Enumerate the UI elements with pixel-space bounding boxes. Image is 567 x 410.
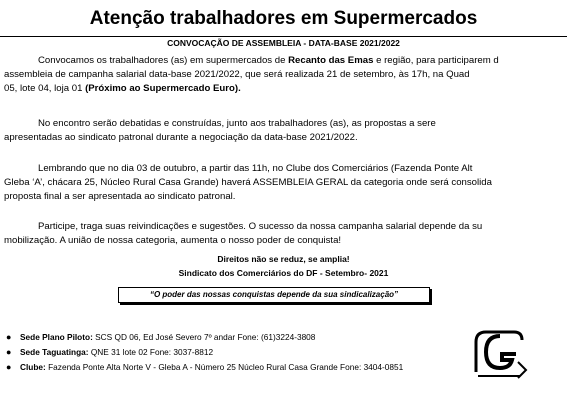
- contact-label: Clube:: [20, 362, 46, 372]
- signature: Sindicato dos Comerciários do DF - Setembro- 2021: [178, 268, 389, 278]
- contact-taguatinga: [6, 345, 466, 360]
- contact-label: Sede Plano Piloto:: [20, 332, 93, 342]
- paragraph-participate: [4, 220, 483, 248]
- contact-plano-piloto: [6, 330, 466, 345]
- paragraph-line: Gleba ‘A’, chácara 25, Núcleo Rural Casa Grande) haverá ASSEMBLEIA GERAL da categoria onde será consolida: [4, 177, 492, 188]
- convocation-subtitle: CONVOCAÇÃO DE ASSEMBLEIA - DATA-BASE 2021/2022: [167, 38, 400, 48]
- contact-label: Sede Taguatinga:: [20, 347, 89, 357]
- location-reference: (Próximo ao Supermercado Euro).: [85, 83, 241, 94]
- title-divider: [0, 36, 567, 37]
- paragraph-line: Convocamos os trabalhadores (as) em supermercados de Recanto das Emas e região, para participarem d: [38, 55, 499, 66]
- bullet-icon: ●: [6, 362, 12, 372]
- rights-slogan: Direitos não se reduz, se amplia!: [217, 254, 350, 264]
- paragraph-line: Lembrando que no dia 03 de outubro, a partir das 11h, no Clube dos Comerciários (Fazenda Ponte Alt: [38, 163, 473, 174]
- paragraph-line: mobilização. A união de nossa categoria, aumenta o nosso poder de conquista!: [4, 235, 342, 246]
- contact-text: SCS QD 06, Ed José Severo 7º andar Fone: (61)3224-3808: [92, 332, 316, 342]
- contact-clube: [6, 360, 466, 375]
- paragraph-line: No encontro serão debatidas e construídas, junto aos trabalhadores (as), as propostas a sere: [38, 118, 436, 129]
- contact-text: Fazenda Ponte Alta Norte V - Gleba A - Número 25 Núcleo Rural Casa Grande Fone: 3404-0851: [45, 362, 404, 372]
- paragraph-line: assembleia de campanha salarial data-base 2021/2022, que será realizada 21 de setembro, às 17h, na Quad: [4, 69, 470, 80]
- contact-text: QNE 31 lote 02 Fone: 3037-8812: [88, 347, 214, 357]
- union-logo-icon: [470, 322, 530, 382]
- bullet-icon: ●: [6, 347, 12, 357]
- bullet-icon: ●: [6, 332, 12, 342]
- paragraph-line: Participe, traga suas reivindicações e sugestões. O sucesso da nossa campanha salarial depende da su: [38, 221, 483, 232]
- page-title: Atenção trabalhadores em Supermercados: [89, 8, 478, 29]
- contact-list: [6, 330, 466, 375]
- paragraph-line: proposta final a ser apresentada ao sindicato patronal.: [4, 191, 236, 202]
- paragraph-debate: [4, 117, 436, 145]
- paragraph-line: apresentadas ao sindicato patronal durante a negociação da data-base 2021/2022.: [4, 132, 358, 143]
- paragraph-convocation: [4, 54, 499, 96]
- paragraph-general-assembly: [4, 162, 492, 204]
- paragraph-line: 05, lote 04, loja 01 (Próximo ao Supermercado Euro).: [4, 83, 241, 94]
- location-name: Recanto das Emas: [288, 55, 374, 66]
- unionization-slogan-box: “O poder das nossas conquistas depende da sua sindicalização”: [118, 287, 430, 303]
